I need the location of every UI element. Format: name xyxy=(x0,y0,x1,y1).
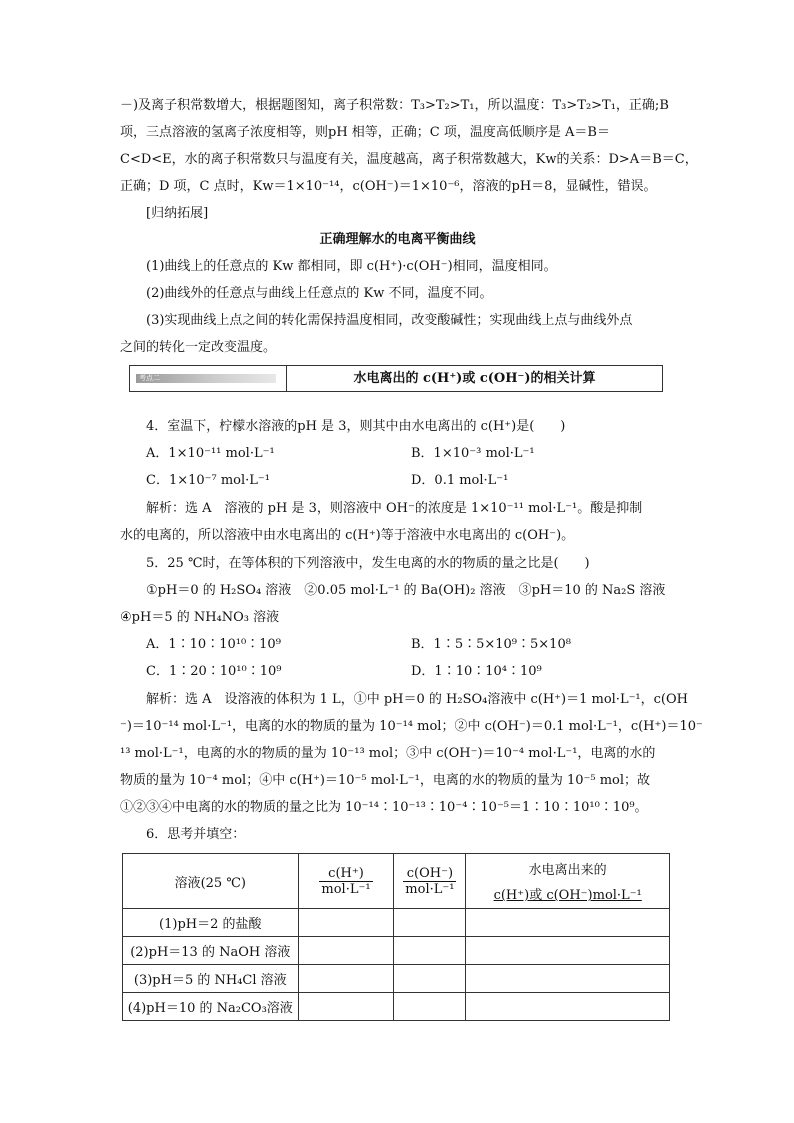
answer-cell[interactable] xyxy=(466,937,670,965)
q5-solution-3: ¹³ mol·L⁻¹，电离的水的物质的量为 10⁻¹³ mol；③中 c(OH⁻)＝10⁻⁴ mol·L⁻¹，电离的水的 xyxy=(120,746,656,761)
header-water-line-2: c(H⁺)或 c(OH⁻)mol·L⁻¹ xyxy=(493,888,642,903)
q5-option-b: B．1∶5∶5×10⁹∶5×10⁸ xyxy=(411,637,571,652)
q4-option-d: D．0.1 mol·L⁻¹ xyxy=(411,473,509,488)
intro-line-2: 项，三点溶液的氢离子浓度相等，则pH 相等，正确；C 项，温度高低顺序是 A＝B＝ xyxy=(120,125,610,140)
table-header-row xyxy=(123,854,670,909)
answer-cell[interactable] xyxy=(394,993,466,1021)
answer-cell[interactable] xyxy=(394,909,466,937)
answer-cell[interactable] xyxy=(298,909,394,937)
banner-tag-cell xyxy=(130,366,287,391)
header-oh-denominator: mol·L⁻¹ xyxy=(405,881,455,897)
row-label: (3)pH＝5 的 NH₄Cl 溶液 xyxy=(123,965,299,993)
q5-option-a: A．1∶10∶10¹⁰∶10⁹ xyxy=(146,637,281,652)
q4-solution-2: 水的电离的，所以溶液中由水电离出的 c(H⁺)等于溶液中水电离出的 c(OH⁻)。 xyxy=(120,528,575,543)
q5-option-c: C．1∶20∶10¹⁰∶10⁹ xyxy=(146,664,282,679)
row-label: (1)pH＝2 的盐酸 xyxy=(123,909,299,937)
summary-point-3a: (3)实现曲线上点之间的转化需保持温度相同，改变酸碱性；实现曲线上点与曲线外点 xyxy=(146,313,633,328)
q4-stem: 4．室温下，柠檬水溶液的pH 是 3，则其中由水电离出的 c(H⁺)是( ) xyxy=(146,419,566,434)
summary-tag: [归纳拓展] xyxy=(146,206,209,221)
header-oh-numerator: c(OH⁻) xyxy=(403,866,456,882)
header-h-concentration xyxy=(298,854,394,909)
q5-solution-2: ⁻)＝10⁻¹⁴ mol·L⁻¹，电离的水的物质的量为 10⁻¹⁴ mol；②中 c(OH⁻)＝0.1 mol·L⁻¹，c(H⁺)＝10⁻ xyxy=(120,719,703,734)
section-banner xyxy=(129,365,663,392)
answer-cell[interactable] xyxy=(466,965,670,993)
answer-cell[interactable] xyxy=(394,965,466,993)
table-row xyxy=(123,965,670,993)
table-row xyxy=(123,909,670,937)
q5-solution-5: ①②③④中电离的水的物质的量之比为 10⁻¹⁴∶10⁻¹³∶10⁻⁴∶10⁻⁵＝1∶10∶10¹⁰∶10⁹。 xyxy=(120,800,648,815)
header-water-line-1: 水电离出来的 xyxy=(528,863,607,878)
answer-cell[interactable] xyxy=(298,993,394,1021)
q5-solutions-line-1: ①pH＝0 的 H₂SO₄ 溶液 ②0.05 mol·L⁻¹ 的 Ba(OH)₂ 溶液 ③pH＝10 的 Na₂S 溶液 xyxy=(146,583,666,598)
q5-stem: 5．25 ℃时，在等体积的下列溶液中，发生电离的水的物质的量之比是( ) xyxy=(146,556,590,571)
banner-title: 水电离出的 c(H⁺)或 c(OH⁻)的相关计算 xyxy=(353,371,596,386)
summary-point-3b: 之间的转化一定改变温度。 xyxy=(120,340,277,355)
q4-solution-1: 解析：选 A 溶液的 pH 是 3，则溶液中 OH⁻的浓度是 1×10⁻¹¹ mol·L⁻¹。酸是抑制 xyxy=(146,501,643,516)
summary-point-1: (1)曲线上的任意点的 Kw 都相同，即 c(H⁺)·c(OH⁻)相同，温度相同。 xyxy=(146,259,557,274)
fill-in-table xyxy=(122,853,670,1021)
intro-line-3: C<D<E，水的离子积常数只与温度有关，温度越高，离子积常数越大，Kw的关系：D>A＝B＝C， xyxy=(120,152,698,167)
header-solution: 溶液(25 ℃) xyxy=(123,854,299,909)
q4-option-a: A．1×10⁻¹¹ mol·L⁻¹ xyxy=(146,446,275,461)
header-h-numerator: c(H⁺) xyxy=(319,866,372,882)
answer-cell[interactable] xyxy=(298,965,394,993)
intro-line-4: 正确；D 项，C 点时，Kw＝1×10⁻¹⁴，c(OH⁻)＝1×10⁻⁶，溶液的pH＝8，显碱性，错误。 xyxy=(120,179,657,194)
q5-solution-1: 解析：选 A 设溶液的体积为 1 L，①中 pH＝0 的 H₂SO₄溶液中 c(H⁺)＝1 mol·L⁻¹，c(OH xyxy=(146,692,688,707)
row-label: (2)pH＝13 的 NaOH 溶液 xyxy=(123,937,299,965)
header-h-denominator: mol·L⁻¹ xyxy=(321,881,371,897)
q4-option-b: B．1×10⁻³ mol·L⁻¹ xyxy=(411,446,535,461)
table-row xyxy=(123,937,670,965)
q5-solution-4: 物质的量为 10⁻⁴ mol；④中 c(H⁺)＝10⁻⁵ mol·L⁻¹，电离的水的物质的量为 10⁻⁵ mol；故 xyxy=(120,773,651,788)
answer-cell[interactable] xyxy=(466,909,670,937)
answer-cell[interactable] xyxy=(298,937,394,965)
header-water-ionized xyxy=(466,854,670,909)
q6-stem: 6．思考并填空： xyxy=(146,827,246,842)
q5-option-d: D．1∶10∶10⁴∶10⁹ xyxy=(411,664,542,679)
table-row xyxy=(123,993,670,1021)
answer-cell[interactable] xyxy=(394,937,466,965)
summary-title: 正确理解水的电离平衡曲线 xyxy=(319,232,476,247)
intro-line-1: －)及离子积常数增大，根据题图知，离子积常数：T₃>T₂>T₁，所以温度：T₃>T₂>T₁，正确;B xyxy=(120,98,669,113)
banner-tag: 考点二 xyxy=(136,374,276,383)
row-label: (4)pH＝10 的 Na₂CO₃溶液 xyxy=(123,993,299,1021)
summary-point-2: (2)曲线外的任意点与曲线上任意点的 Kw 不同，温度不同。 xyxy=(146,286,493,301)
answer-cell[interactable] xyxy=(466,993,670,1021)
header-oh-concentration xyxy=(394,854,466,909)
q4-option-c: C．1×10⁻⁷ mol·L⁻¹ xyxy=(146,473,271,488)
q5-solutions-line-2: ④pH＝5 的 NH₄NO₃ 溶液 xyxy=(120,610,280,625)
